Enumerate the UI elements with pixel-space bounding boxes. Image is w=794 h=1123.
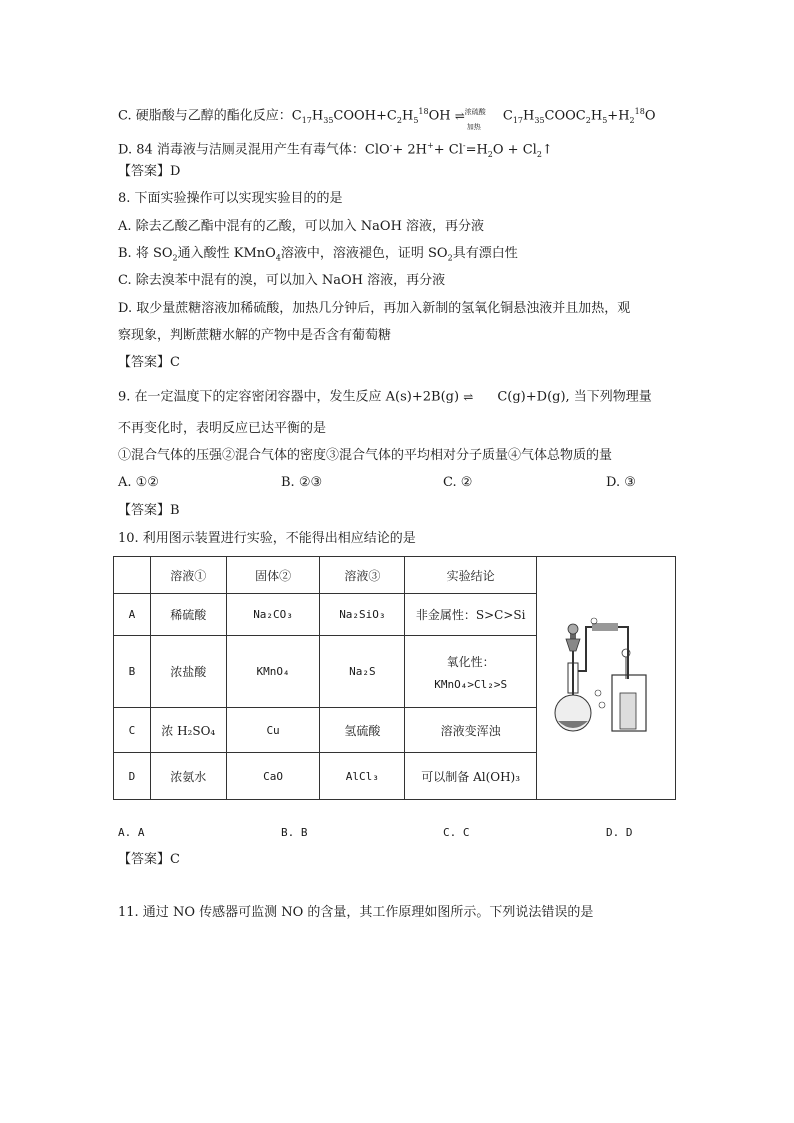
table-row: B 浓盐酸 KMnO₄ Na₂S 氧化性： KMnO₄>Cl₂>S: [114, 636, 676, 708]
table-header: 溶液③: [320, 557, 405, 594]
reversible-arrow-icon: ⇌ 浓硫酸 加热: [454, 107, 486, 131]
table-row: C 浓 H₂SO₄ Cu 氢硫酸 溶液变浑浊: [114, 708, 676, 753]
answer-8: 【答案】C: [118, 355, 180, 370]
table-row: D 浓氨水 CaO AlCl₃ 可以制备 Al(OH)₃: [114, 753, 676, 800]
q7-option-d-text: D. 84 消毒液与洁厕灵混用产生有毒气体：ClO: [118, 142, 390, 158]
q8-option-b: B. 将 $SO_2$通入酸性 KMnO$_4$溶液中，溶液褪色，证明 $SO_2$具有漂白性: [118, 246, 518, 263]
reversible-arrow-icon: ⇌: [463, 390, 474, 404]
q8-option-d-line1: D. 取少量蔗糖溶液加稀硫酸，加热几分钟后，再加入新制的氢氧化铜悬浊液并且加热，观: [118, 301, 631, 316]
question-9-line1: 9. 在一定温度下的定容密闭容器中，发生反应 A(s)+2B(g) ⇌ C(g)+D(g), 当下列物理量: [118, 386, 652, 408]
question-8: 8. 下面实验操作可以实现实验目的的是: [118, 191, 343, 206]
q9-option-d: D. ③: [606, 475, 636, 490]
table-header: [114, 557, 151, 594]
table-header-row: [114, 557, 676, 594]
q10-option-c: C. C: [443, 826, 470, 839]
q9-option-a: A. ①②: [118, 475, 159, 490]
q7-option-c-text: C. 硬脂酸与乙醇的酯化反应：C: [118, 108, 302, 124]
question-9-line2: 不再变化时，表明反应已达平衡的是: [118, 421, 327, 436]
q8-option-a: A. 除去乙酸乙酯中混有的乙酸，可以加入 NaOH 溶液，再分液: [118, 219, 485, 234]
q9-options: [118, 475, 678, 493]
table-header: 溶液①: [150, 557, 226, 594]
q8-option-d-line2: 察现象，判断蔗糖水解的产物中是否含有葡萄糖: [118, 328, 392, 343]
q10-option-a: A. A: [118, 826, 145, 839]
table-header: 实验结论: [405, 557, 537, 594]
q10-option-d: D. D: [606, 826, 633, 839]
table-row: A 稀硫酸 Na₂CO₃ Na₂SiO₃ 非金属性：S>C>Si: [114, 594, 676, 636]
q8-option-c: C. 除去溴苯中混有的溴，可以加入 NaOH 溶液，再分液: [118, 273, 446, 288]
answer-7: 【答案】D: [118, 164, 181, 179]
q10-option-b: B. B: [281, 826, 308, 839]
q9-option-b: B. ②③: [281, 475, 323, 490]
answer-9: 【答案】B: [118, 503, 180, 518]
q7-option-d: D. 84 消毒液与洁厕灵混用产生有毒气体：$ClO^-+ 2H^++ Cl^-=H_2O$ + $Cl_2↑$: [118, 141, 553, 159]
q10-options: [118, 826, 678, 844]
answer-10: 【答案】C: [118, 852, 180, 867]
apparatus-diagram-icon: [546, 613, 666, 743]
q9-option-c: C. ②: [443, 475, 473, 490]
question-9-line3: ①混合气体的压强②混合气体的密度③混合气体的平均相对分子质量④气体总物质的量: [118, 448, 613, 463]
experiment-table: [113, 556, 676, 800]
apparatus-cell: [537, 557, 676, 800]
question-11: 11. 通过 NO 传感器可监测 NO 的含量，其工作原理如图所示。下列说法错误的是: [118, 905, 594, 920]
question-10: 10. 利用图示装置进行实验，不能得出相应结论的是: [118, 531, 416, 546]
table-header: 固体②: [226, 557, 320, 594]
q7-option-c: C. 硬脂酸与乙醇的酯化反应：$C_{17}H_{35}COOH+C_2H_5^{18}OH$ ⇌ 浓硫酸 加热 $C_{17}H_{35}COOC_2H_5+H_2^{18}O$: [118, 103, 655, 130]
